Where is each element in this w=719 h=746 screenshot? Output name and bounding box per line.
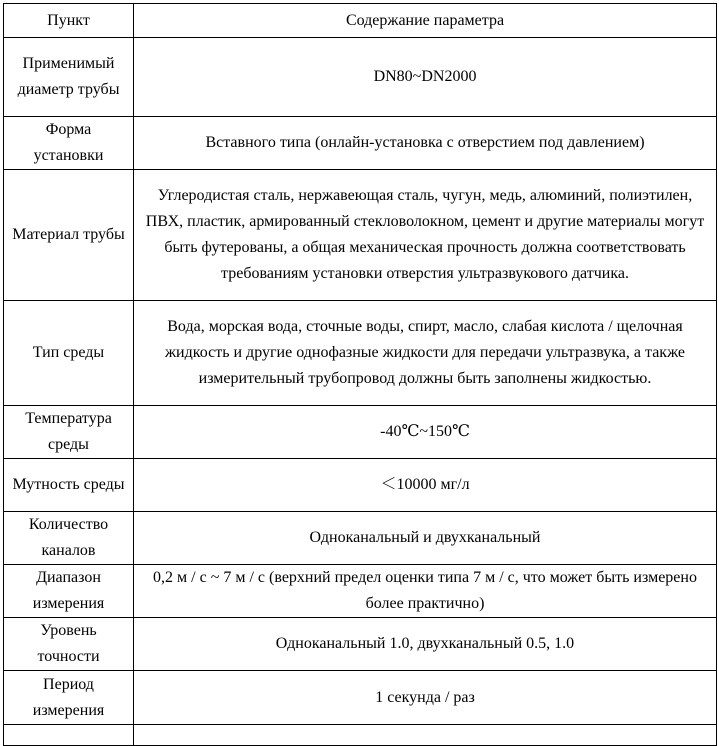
table-row [4,618,717,671]
table-row [4,170,717,301]
row-content-cell: Вставного типа (онлайн-установка с отверстием под давлением) [134,117,717,170]
table-row [4,565,717,618]
row-content-cell: -40℃~150℃ [134,406,717,459]
table-row [4,38,717,117]
table-row [4,512,717,565]
header-item-cell: Пункт [4,4,134,38]
row-content-cell: 1 секунда / раз [134,671,717,725]
table-row [4,301,717,406]
table-row [4,459,717,512]
row-content-cell: ＜10000 мг/л [134,459,717,512]
row-item-cell-empty [4,725,134,746]
row-item-cell: Материал трубы [4,170,134,301]
row-content-cell: 0,2 м / с ~ 7 м / с (верхний предел оценки типа 7 м / с, что может быть измерено более практично) [134,565,717,618]
row-content-cell: DN80~DN2000 [134,38,717,117]
parameter-table [3,3,717,746]
table-row [4,117,717,170]
row-item-cell: Температура среды [4,406,134,459]
table-row [4,671,717,725]
row-content-cell: Одноканальный 1.0, двухканальный 0.5, 1.0 [134,618,717,671]
row-item-cell: Период измерения [4,671,134,725]
row-item-cell: Количество каналов [4,512,134,565]
row-item-cell: Диапазон измерения [4,565,134,618]
row-content-cell: Углеродистая сталь, нержавеющая сталь, чугун, медь, алюминий, полиэтилен, ПВХ, пластик, армированный стекловолокном, цемент и другие материалы могут быть футерованы, а общая механическая прочность должна соответствовать требованиям установки отверстия ультразвукового датчика. [134,170,717,301]
header-content-cell: Содержание параметра [134,4,717,38]
row-content-cell: Вода, морская вода, сточные воды, спирт, масло, слабая кислота / щелочная жидкость и другие однофазные жидкости для передачи ультразвука, а также измерительный трубопровод должны быть заполнены жидкостью. [134,301,717,406]
row-item-cell: Тип среды [4,301,134,406]
row-item-cell: Уровень точности [4,618,134,671]
row-item-cell: Форма установки [4,117,134,170]
row-item-cell: Мутность среды [4,459,134,512]
table-row-cut-off [4,725,717,746]
row-content-cell-empty [134,725,717,746]
row-content-cell: Одноканальный и двухканальный [134,512,717,565]
table-header-row [4,4,717,38]
table-row [4,406,717,459]
row-item-cell: Применимый диаметр трубы [4,38,134,117]
